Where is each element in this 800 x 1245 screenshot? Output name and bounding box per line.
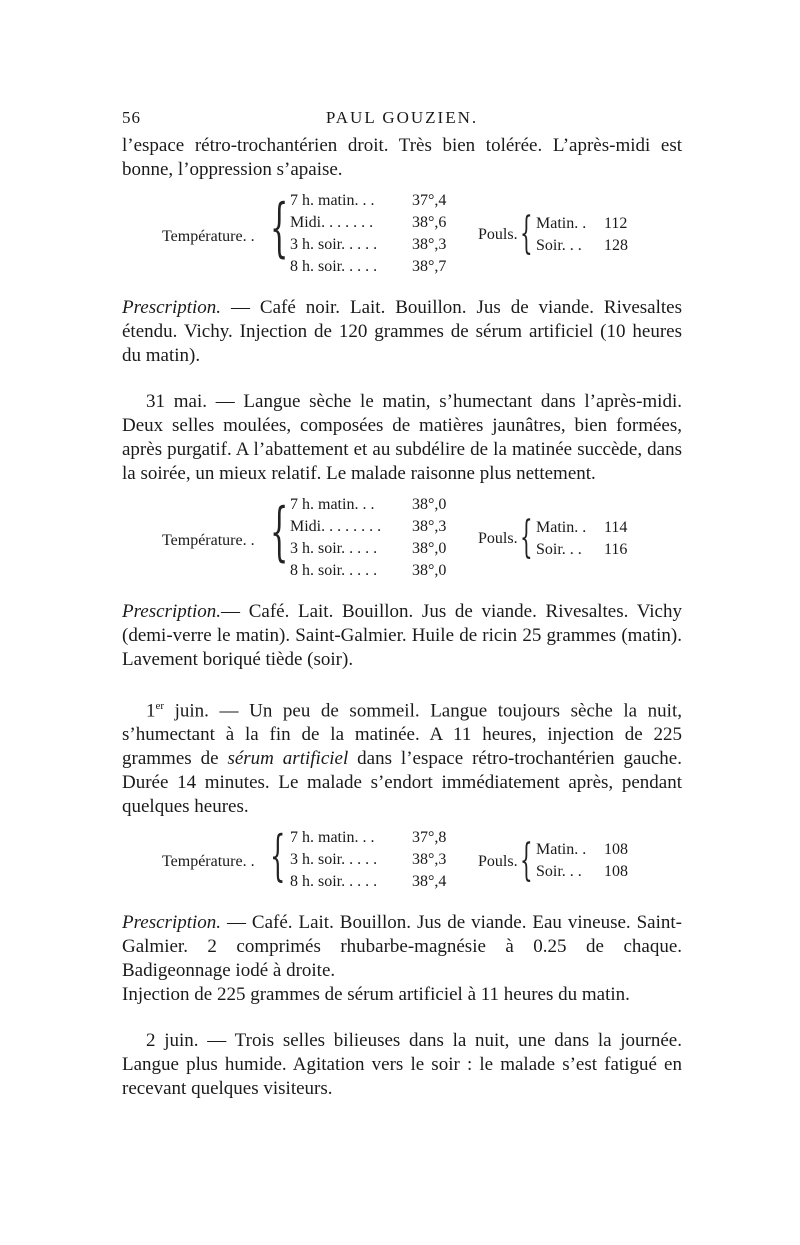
pouls-row: Matin. . 114 <box>536 519 628 536</box>
paragraph-intro: l’espace rétro-trochantérien droit. Très bien tolérée. L’après-midi est bonne, l’oppression s’apaise. <box>122 135 682 180</box>
prescription-3: Prescription. — Café. Lait. Bouillon. Jus de viande. Eau vineuse. Saint-Galmier. 2 comprimés rhubarbe-magnésie à 0.25 de chaque. Badigeonnage iodé à droite. <box>122 912 682 982</box>
temp-row: 7 h. matin. . . 37°,4 <box>290 192 447 209</box>
pouls-label: Pouls. <box>478 226 518 243</box>
prescription-1: Prescription. — Café noir. Lait. Bouillon. Jus de viande. Rivesaltes étendu. Vichy. Injection de 120 grammes de sérum artificiel (10 heures du matin). <box>122 297 682 366</box>
temperature-label: Température. . <box>162 532 255 549</box>
temperature-label: Température. . <box>162 228 255 245</box>
pouls-label: Pouls. <box>478 530 518 547</box>
pouls-row: Matin. . 112 <box>536 215 628 232</box>
temperature-table-1 <box>122 190 682 286</box>
paragraph-injection: Injection de 225 grammes de sérum artificiel à 11 heures du matin. <box>122 984 630 1006</box>
temp-row: 3 h. soir. . . . . 38°,0 <box>290 540 447 557</box>
temp-row: 7 h. matin. . . 37°,8 <box>290 829 447 847</box>
paragraph-31-mai: 31 mai. — Langue sèche le matin, s’humectant dans l’après-midi. Deux selles moulées, composées de matières jaunâtres, bien formées, après purgatif. A l’abattement et au subdélire de la matinée succède, dans la soirée, un mieux relatif. Le malade raisonne plus nettement. <box>122 391 682 484</box>
temp-row: 3 h. soir. . . . . 38°,3 <box>290 851 447 869</box>
temp-row: Midi. . . . . . . . 38°,3 <box>290 518 447 535</box>
left-brace-icon: { <box>270 191 289 265</box>
left-brace-icon: { <box>520 208 533 259</box>
left-brace-icon: { <box>270 824 286 888</box>
pouls-row: Matin. . 108 <box>536 841 628 859</box>
temp-row: 8 h. soir. . . . . 38°,0 <box>290 562 447 579</box>
pouls-row: Soir. . . 116 <box>536 541 628 558</box>
temp-row: Midi. . . . . . . 38°,6 <box>290 214 447 231</box>
paragraph-2-juin: 2 juin. — Trois selles bilieuses dans la nuit, une dans la journée. Langue plus humide. Agitation vers le soir : le malade s’est fatigué en recevant quelques visiteurs. <box>122 1030 682 1100</box>
left-brace-icon: { <box>520 835 533 887</box>
temp-row: 7 h. matin. . . 38°,0 <box>290 496 447 513</box>
temp-row: 3 h. soir. . . . . 38°,3 <box>290 236 447 253</box>
temperature-table-3 <box>122 824 682 901</box>
pouls-row: Soir. . . 128 <box>536 237 628 254</box>
running-title: PAUL GOUZIEN. <box>325 108 479 127</box>
page-header <box>122 108 682 134</box>
temp-row: 8 h. soir. . . . . 38°,7 <box>290 258 447 275</box>
temperature-label: Température. . <box>162 853 255 871</box>
paragraph-1-juin: 1er juin. — Un peu de sommeil. Langue toujours sèche la nuit, s’humectant à la fin de la matinée. A 11 heures, injection de 225 grammes de sérum artificiel dans l’espace rétro-trochantérien gauche. Durée 14 minutes. Le malade s’endort immédiatement après, pendant quelques heures. <box>122 700 682 818</box>
left-brace-icon: { <box>520 512 533 563</box>
page-number: 56 <box>122 108 141 127</box>
left-brace-icon: { <box>270 495 289 569</box>
pouls-row: Soir. . . 108 <box>536 863 628 881</box>
book-page <box>122 108 682 1101</box>
temp-row: 8 h. soir. . . . . 38°,4 <box>290 873 447 891</box>
temperature-table-2 <box>122 494 682 590</box>
pouls-label: Pouls. <box>478 853 518 871</box>
prescription-2: Prescription.— Café. Lait. Bouillon. Jus de viande. Rivesaltes. Vichy (demi-verre le matin). Saint-Galmier. Huile de ricin 25 grammes (matin). Lavement boriqué tiède (soir). <box>122 601 682 670</box>
